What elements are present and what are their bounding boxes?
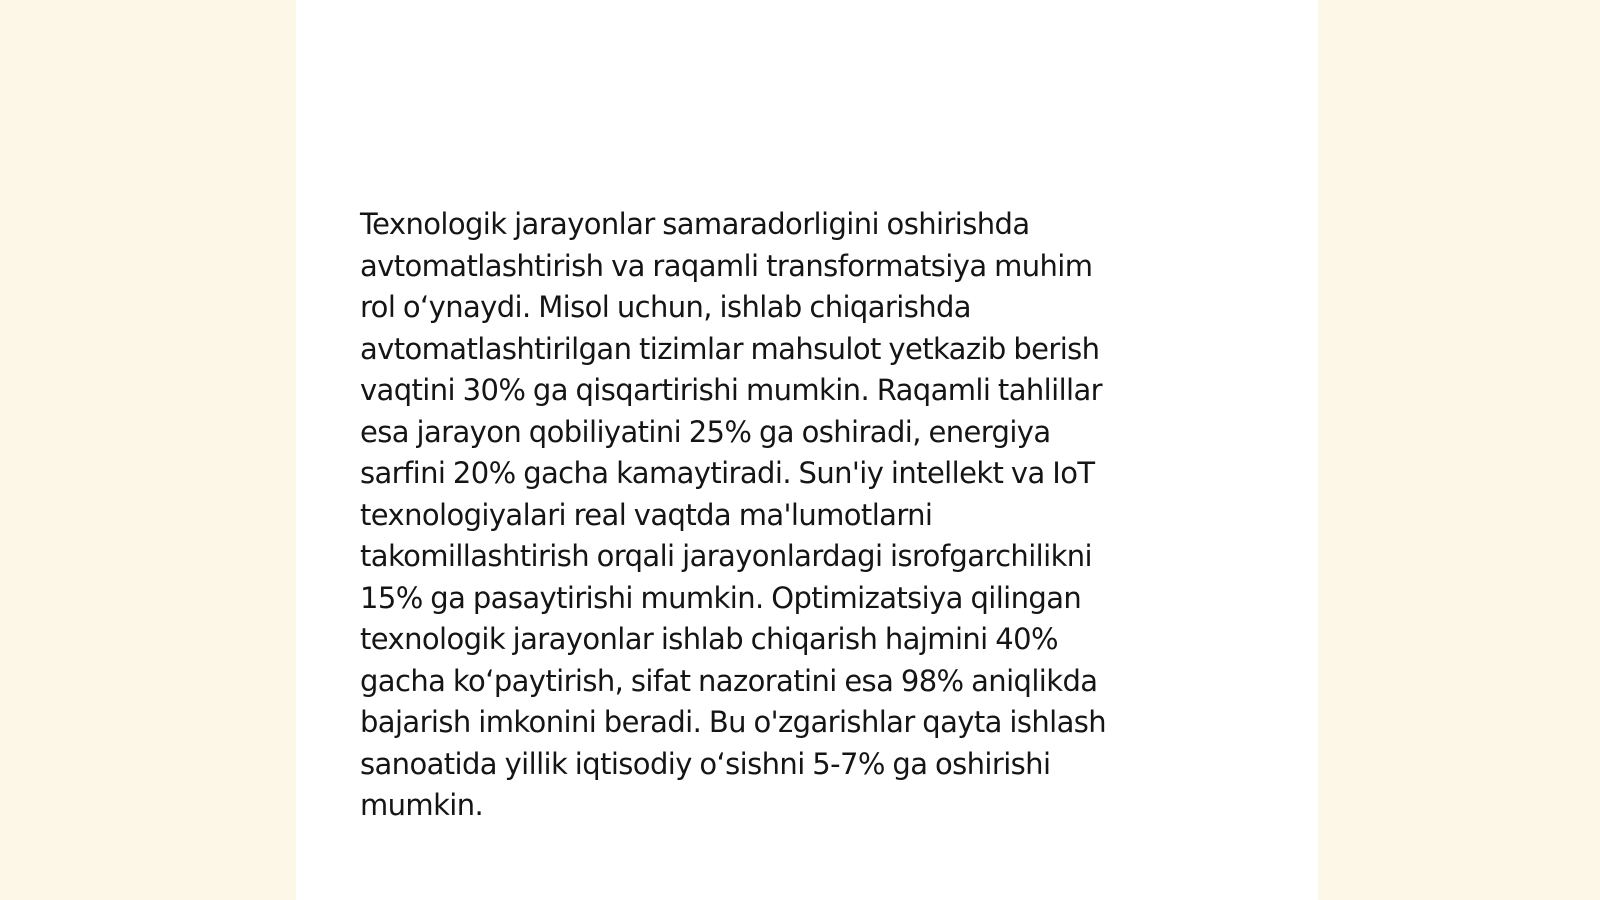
paragraph-line: Texnologik jarayonlar samaradorligini oshirishda — [360, 207, 1030, 241]
paragraph-line: takomillashtirish orqali jarayonlardagi isrofgarchilikni — [360, 539, 1093, 573]
paragraph-line: rol o‘ynaydi. Misol uchun, ishlab chiqarishda — [360, 290, 971, 324]
body-paragraph — [360, 204, 1260, 827]
paragraph-line: sarfini 20% gacha kamaytiradi. Sun'iy intellekt va IoT — [360, 456, 1095, 490]
paragraph-line: mumkin. — [360, 788, 484, 822]
paragraph-line: esa jarayon qobiliyatini 25% ga oshiradi, energiya — [360, 414, 1051, 449]
paragraph-line: avtomatlashtirilgan tizimlar mahsulot yetkazib berish — [360, 331, 1100, 366]
paragraph-line: bajarish imkonini beradi. Bu o'zgarishlar qayta ishlash — [360, 705, 1107, 739]
paragraph-line: texnologiyalari real vaqtda ma'lumotlarni — [360, 497, 933, 532]
paragraph-line: sanoatida yillik iqtisodiy o‘sishni 5-7% ga oshirishi — [360, 746, 1051, 781]
document-page — [296, 0, 1318, 900]
paragraph-line: texnologik jarayonlar ishlab chiqarish hajmini 40% — [360, 622, 1058, 656]
paragraph-line: vaqtini 30% ga qisqartirishi mumkin. Raqamli tahlillar — [360, 373, 1102, 407]
paragraph-line: gacha ko‘paytirish, sifat nazoratini esa 98% aniqlikda — [360, 663, 1098, 698]
paragraph-line: avtomatlashtirish va raqamli transformatsiya muhim — [360, 248, 1093, 283]
paragraph-line: 15% ga pasaytirishi mumkin. Optimizatsiya qilingan — [360, 580, 1082, 615]
